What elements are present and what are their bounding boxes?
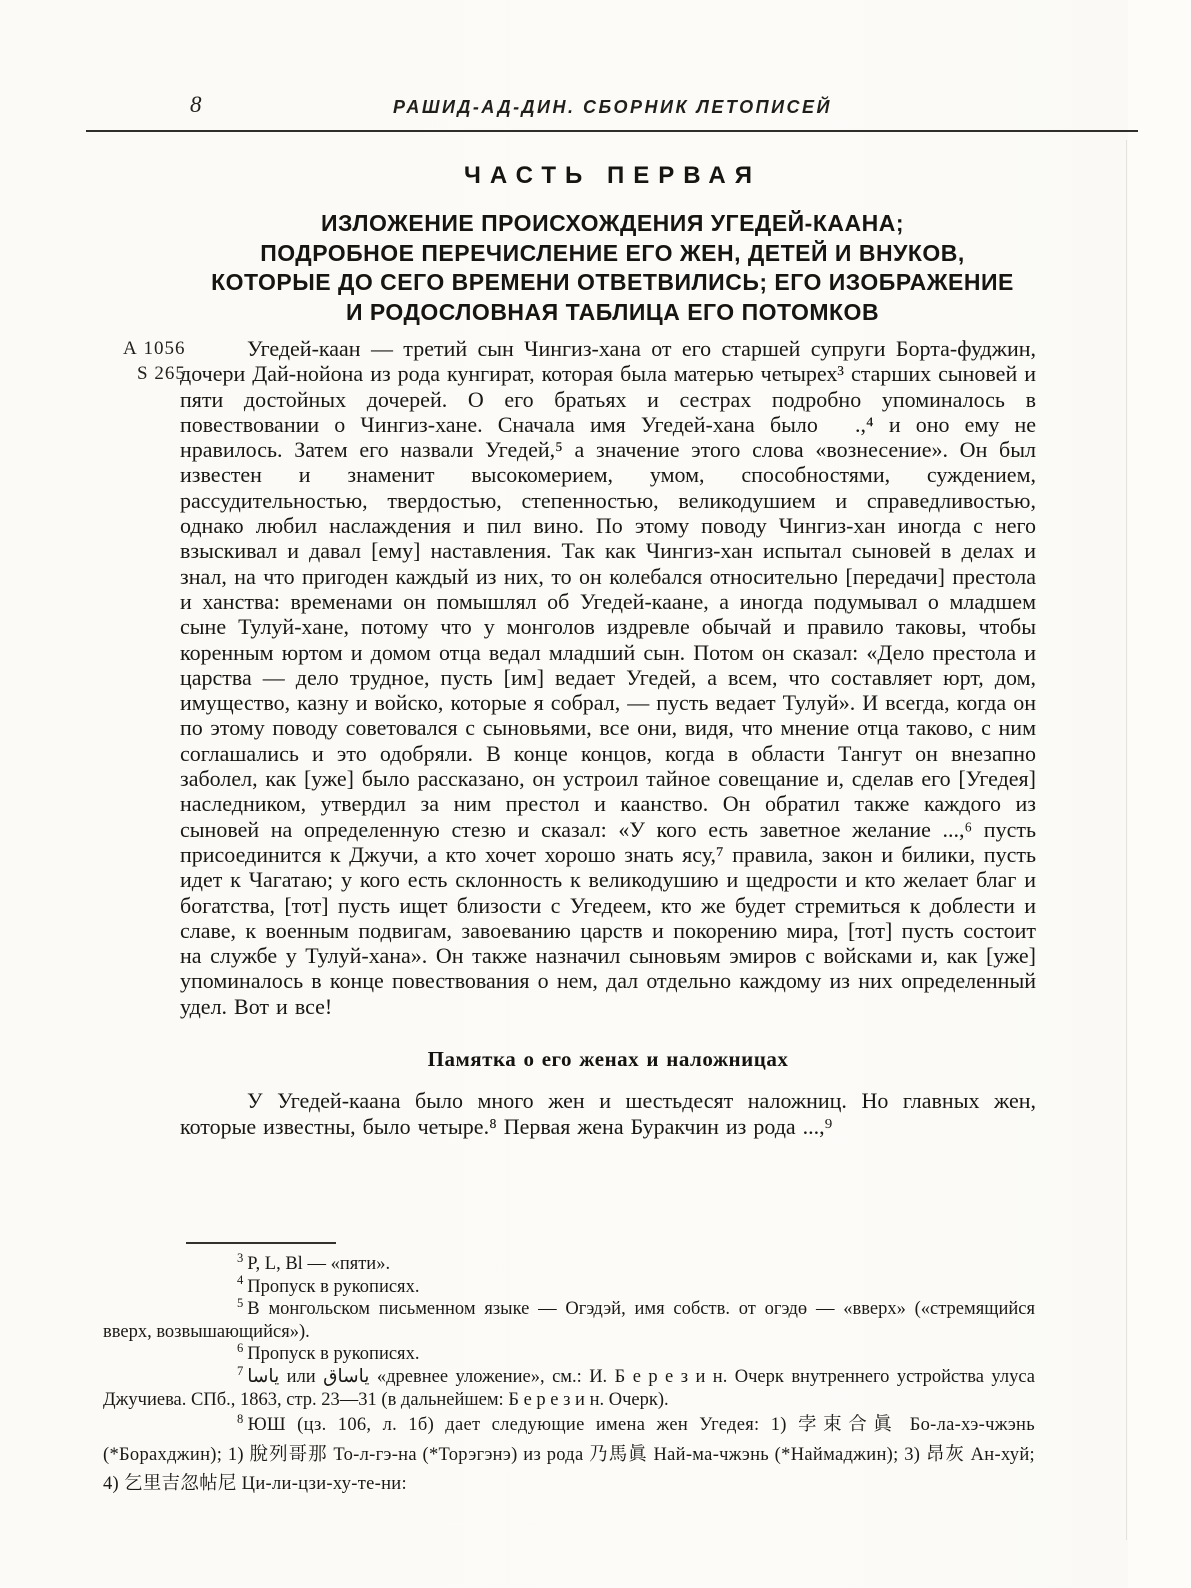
margin-note-manuscript-s: S 265: [137, 363, 186, 384]
footnote-4: [103, 1273, 1035, 1299]
chapter-title-line-1: ИЗЛОЖЕНИЕ ПРОИСХОЖДЕНИЯ УГЕДЕЙ-КААНА;: [321, 210, 904, 236]
footnote-8-marker: 8: [237, 1412, 244, 1426]
footnote-6: [103, 1343, 1035, 1366]
scan-edge-artifact: [1126, 140, 1127, 1540]
running-header-title: РАШИД-АД-ДИН. СБОРНИК ЛЕТОПИСЕЙ: [392, 97, 833, 117]
footnote-5: [103, 1298, 1035, 1343]
header-rule: [86, 130, 1138, 132]
footnote-4-marker: 4: [237, 1273, 244, 1288]
main-text-column: [180, 336, 1036, 1139]
footnote-7-marker: 7: [237, 1363, 244, 1378]
part-title: ЧАСТЬ ПЕРВАЯ: [464, 162, 761, 189]
footnote-4-text: Пропуск в рукописях.: [247, 1276, 420, 1297]
body-paragraph-1: Угедей-каан — третий сын Чингиз-хана от его старшей супруги Борта-фуджин, дочери Дай-нойона из рода кунгират, которая была матерью четырех³ старших сыновей и пяти достойных дочерей. О его братьях и сестрах подробно упоминалось в повествовании о Чингиз-хане. Сначала имя Угедей-хана было .,⁴ и оно ему не нравилось. Затем его назвали Угедей,⁵ а значение этого слова «вознесение». Он был известен и знаменит высокомерием, умом, способностями, суждением, рассудительностью, твердостью, степенностью, великодушием и справедливостью, однако любил наслаждения и пил вино. По этому поводу Чингиз-хан иногда с него взыскивал и давал [ему] наставления. Так как Чингиз-хан испытал сыновей в делах и знал, на что пригоден каждый из них, то он колебался относительно [передачи] престола и ханства: временами он помышлял об Угедей-каане, а иногда подумывал о младшем сыне Тулуй-хане, потому что у монголов издревле обычай и правило таковы, чтобы коренным юртом и домом отца ведал младший сын. Потом он сказал: «Дело престола и царства — дело трудное, пусть [им] ведает Угедей, а всем, что составляет юрт, дом, имущество, казну и войско, которые я собрал, — пусть ведает Тулуй». И всегда, когда он по этому поводу советовался с сыновьями, все они, видя, что мнение отца таково, с ним соглашались и это одобряли. В конце концов, когда в области Тангут он внезапно заболел, как [уже] было рассказано, он устроил тайное совещание и, сделав его [Угедея] наследником, утвердил за ним престол и каанство. Он обратил также каждого из сыновей на определенную стезю и сказал: «У кого есть заветное желание ...,⁶ пусть присоединится к Джучи, а кто хочет хорошо знать ясу,⁷ правила, закон и билики, пусть идет к Чагатаю; у кого есть склонность к великодушию и щедрости и кто желает благ и богатства, [тот] пусть ищет близости с Угедеем, кто же будет стремиться к доблести и славе, к военным подвигам, завоеванию царств и покорению мира, [тот] пусть состоит на службе у Тулуй-хана». Он также назначил сыновьям эмиров с войсками и, как [уже] упоминалось в конце повествования о нем, дал отдельно каждому из них определенный удел. Вот и все!: [180, 336, 1036, 1019]
chapter-title-line-4: И РОДОСЛОВНАЯ ТАБЛИЦА ЕГО ПОТОМКОВ: [345, 298, 880, 325]
section-heading: Памятка о его женах и наложницах: [427, 1047, 789, 1072]
footnote-3-text: P, L, Bl — «пяти».: [247, 1254, 391, 1274]
margin-note-manuscript-a: А 1056: [123, 338, 186, 359]
footnote-7: [103, 1363, 1035, 1411]
chapter-title: [85, 209, 1140, 327]
footnote-5-text: В монгольском письменном языке — Огэдэй, имя собств. от огэдө — «вверх» («стремящийся вверх, возвышающийся»).: [103, 1299, 1035, 1342]
body-paragraph-2: У Угедей-каана было много жен и шестьдесят наложниц. Но главных жен, которые известны, было четыре.⁸ Первая жена Буракчин из рода ...,⁹: [180, 1088, 1036, 1139]
footnotes-block: [103, 1250, 1035, 1500]
chapter-title-line-3: КОТОРЫЕ ДО СЕГО ВРЕМЕНИ ОТВЕТВИЛИСЬ; ЕГО ИЗОБРАЖЕНИЕ: [211, 269, 1014, 295]
footnote-6-text: Пропуск в рукописях.: [247, 1344, 420, 1365]
footnote-8: [103, 1411, 1035, 1500]
footnote-5-marker: 5: [237, 1296, 244, 1311]
footnote-7-text: ياسا или ياساق «древнее уложение», см.: И. Б е р е з и н. Очерк внутреннего устройства улуса Джучиева. СПб., 1863, стр. 23—31 (в дальнейшем: Б е р е з и н. Очерк).: [103, 1366, 1035, 1410]
footnote-6-marker: 6: [237, 1341, 244, 1356]
footnote-separator-rule: [186, 1242, 336, 1244]
footnote-3-marker: 3: [237, 1250, 244, 1265]
page-number: 8: [190, 92, 202, 117]
footnote-8-text: ЮШ (цз. 106, л. 1б) дает следующие имена жен Угедея: 1) 孛束合眞 Бо-ла-хэ-чжэнь (*Борахджин); 1) 脫列哥那 То-л-гэ-на (*Торэгэнэ) из рода 乃馬眞 Най-ма-чжэнь (*Наймаджин); 3) 昂灰 Ан-хуй; 4) 乞里吉忽帖尼 Ци-ли-цзи-ху-те-ни:: [103, 1415, 1035, 1495]
footnote-3: [103, 1250, 1035, 1276]
chapter-title-line-2: ПОДРОБНОЕ ПЕРЕЧИСЛЕНИЕ ЕГО ЖЕН, ДЕТЕЙ И ВНУКОВ,: [260, 239, 965, 266]
